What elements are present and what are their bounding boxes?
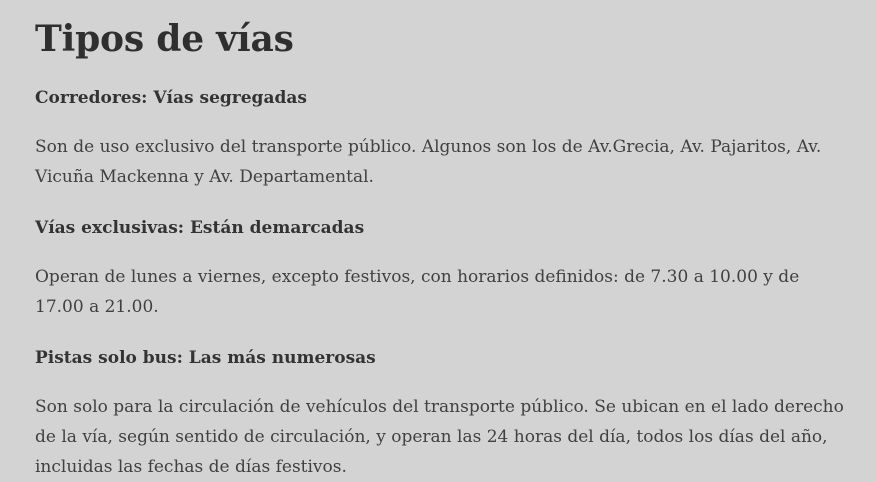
section-heading-pistas-solo-bus: Pistas solo bus: Las más numerosas bbox=[35, 348, 376, 368]
section-heading-corredores: Corredores: Vías segregadas bbox=[35, 88, 307, 108]
section-body-corredores: Son de uso exclusivo del transporte público. Algunos son los de Av.Grecia, Av. Pajaritos, Av. Vicuña Mackenna y Av. Departamental. bbox=[35, 137, 822, 187]
section-heading-vias-exclusivas: Vías exclusivas: Están demarcadas bbox=[35, 218, 365, 238]
page-title: Tipos de vías bbox=[35, 18, 294, 60]
section-body-pistas-solo-bus: Son solo para la circulación de vehículos del transporte público. Se ubican en el lado derecho de la vía, según sentido de circulación, y operan las 24 horas del día, todos los días del año, incluidas las fechas de días festivos. bbox=[35, 397, 844, 477]
section-body-vias-exclusivas: Operan de lunes a viernes, excepto festivos, con horarios definidos: de 7.30 a 10.00 y de 17.00 a 21.00. bbox=[35, 267, 800, 317]
